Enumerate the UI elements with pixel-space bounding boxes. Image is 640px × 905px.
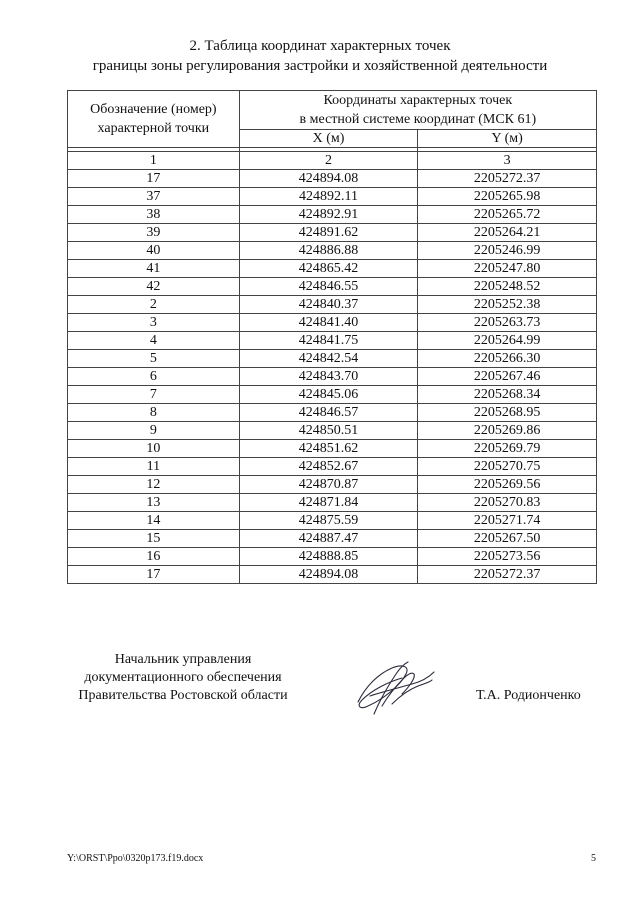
point-number-cell: 16 — [68, 548, 240, 566]
x-coordinate-cell: 424887.47 — [239, 530, 418, 548]
table-row — [68, 314, 597, 332]
table-row — [68, 350, 597, 368]
footer-file-path: Y:\ORST\Ppo\0320p173.f19.docx — [67, 853, 204, 864]
x-coordinate-cell: 424891.62 — [239, 224, 418, 242]
table-row — [68, 224, 597, 242]
x-coordinate-cell: 424886.88 — [239, 242, 418, 260]
y-coordinate-cell: 2205269.86 — [418, 422, 597, 440]
page-number: 5 — [591, 853, 596, 864]
x-coordinate-cell: 424846.55 — [239, 278, 418, 296]
point-number-cell: 9 — [68, 422, 240, 440]
document-title — [0, 36, 640, 76]
y-coordinate-cell: 2205267.50 — [418, 530, 597, 548]
column-numbering-row — [68, 152, 597, 170]
point-number-cell: 15 — [68, 530, 240, 548]
point-number-cell: 7 — [68, 386, 240, 404]
point-number-cell: 40 — [68, 242, 240, 260]
position-line-1: Начальник управления — [114, 652, 252, 667]
table-row — [68, 206, 597, 224]
header-point-line-2: характерной точки — [97, 121, 210, 136]
point-number-cell: 38 — [68, 206, 240, 224]
y-coordinate-cell: 2205271.74 — [418, 512, 597, 530]
point-number-cell: 8 — [68, 404, 240, 422]
table-row — [68, 548, 597, 566]
table-row — [68, 260, 597, 278]
y-coordinate-cell: 2205247.80 — [418, 260, 597, 278]
column-number: 1 — [68, 152, 240, 170]
table-row — [68, 170, 597, 188]
x-coordinate-cell: 424894.08 — [239, 170, 418, 188]
y-coordinate-cell: 2205272.37 — [418, 170, 597, 188]
table-row — [68, 188, 597, 206]
x-coordinate-cell: 424845.06 — [239, 386, 418, 404]
table-row — [68, 440, 597, 458]
point-number-cell: 41 — [68, 260, 240, 278]
position-line-3: Правительства Ростовской области — [78, 688, 288, 703]
x-coordinate-cell: 424870.87 — [239, 476, 418, 494]
table-row — [68, 404, 597, 422]
point-number-cell: 12 — [68, 476, 240, 494]
table-row — [68, 332, 597, 350]
y-coordinate-cell: 2205268.34 — [418, 386, 597, 404]
table-row — [68, 566, 597, 584]
point-number-cell: 17 — [68, 170, 240, 188]
point-number-cell: 14 — [68, 512, 240, 530]
table-row — [68, 278, 597, 296]
y-coordinate-cell: 2205270.83 — [418, 494, 597, 512]
table-row — [68, 530, 597, 548]
y-coordinate-cell: 2205248.52 — [418, 278, 597, 296]
point-number-cell: 5 — [68, 350, 240, 368]
title-line-1: 2. Таблица координат характерных точек — [189, 38, 451, 54]
y-coordinate-cell: 2205252.38 — [418, 296, 597, 314]
x-coordinate-cell: 424892.11 — [239, 188, 418, 206]
x-coordinate-cell: 424865.42 — [239, 260, 418, 278]
header-x: X (м) — [239, 130, 418, 148]
x-coordinate-cell: 424892.91 — [239, 206, 418, 224]
y-coordinate-cell: 2205273.56 — [418, 548, 597, 566]
signer-name: Т.А. Родионченко — [476, 688, 581, 703]
point-number-cell: 3 — [68, 314, 240, 332]
title-line-2: границы зоны регулирования застройки и хозяйственной деятельности — [92, 58, 548, 74]
point-number-cell: 6 — [68, 368, 240, 386]
y-coordinate-cell: 2205267.46 — [418, 368, 597, 386]
x-coordinate-cell: 424894.08 — [239, 566, 418, 584]
y-coordinate-cell: 2205269.56 — [418, 476, 597, 494]
header-coordinates — [239, 91, 596, 130]
table-header-row — [68, 91, 597, 130]
table-row — [68, 386, 597, 404]
header-coords-line-2: в местной системе координат (МСК 61) — [299, 112, 537, 127]
point-number-cell: 17 — [68, 566, 240, 584]
point-number-cell: 37 — [68, 188, 240, 206]
y-coordinate-cell: 2205272.37 — [418, 566, 597, 584]
coordinates-table — [67, 90, 597, 584]
table-row — [68, 296, 597, 314]
x-coordinate-cell: 424852.67 — [239, 458, 418, 476]
point-number-cell: 2 — [68, 296, 240, 314]
position-line-2: документационного обеспечения — [84, 670, 282, 685]
x-coordinate-cell: 424850.51 — [239, 422, 418, 440]
signatory-position — [68, 651, 298, 705]
y-coordinate-cell: 2205264.99 — [418, 332, 597, 350]
y-coordinate-cell: 2205268.95 — [418, 404, 597, 422]
header-point-designation — [68, 91, 240, 148]
table-row — [68, 476, 597, 494]
y-coordinate-cell: 2205264.21 — [418, 224, 597, 242]
point-number-cell: 11 — [68, 458, 240, 476]
x-coordinate-cell: 424871.84 — [239, 494, 418, 512]
x-coordinate-cell: 424843.70 — [239, 368, 418, 386]
x-coordinate-cell: 424840.37 — [239, 296, 418, 314]
column-number: 2 — [239, 152, 418, 170]
x-coordinate-cell: 424888.85 — [239, 548, 418, 566]
table-row — [68, 512, 597, 530]
point-number-cell: 4 — [68, 332, 240, 350]
x-coordinate-cell: 424842.54 — [239, 350, 418, 368]
y-coordinate-cell: 2205263.73 — [418, 314, 597, 332]
header-coords-line-1: Координаты характерных точек — [323, 93, 513, 108]
point-number-cell: 13 — [68, 494, 240, 512]
table-row — [68, 422, 597, 440]
header-y: Y (м) — [418, 130, 597, 148]
y-coordinate-cell: 2205265.98 — [418, 188, 597, 206]
y-coordinate-cell: 2205265.72 — [418, 206, 597, 224]
point-number-cell: 42 — [68, 278, 240, 296]
x-coordinate-cell: 424841.75 — [239, 332, 418, 350]
y-coordinate-cell: 2205269.79 — [418, 440, 597, 458]
x-coordinate-cell: 424851.62 — [239, 440, 418, 458]
handwritten-signature — [352, 656, 436, 720]
column-number: 3 — [418, 152, 597, 170]
x-coordinate-cell: 424846.57 — [239, 404, 418, 422]
x-coordinate-cell: 424875.59 — [239, 512, 418, 530]
x-coordinate-cell: 424841.40 — [239, 314, 418, 332]
y-coordinate-cell: 2205246.99 — [418, 242, 597, 260]
table-row — [68, 242, 597, 260]
table-body — [68, 170, 597, 584]
table-row — [68, 368, 597, 386]
y-coordinate-cell: 2205266.30 — [418, 350, 597, 368]
point-number-cell: 39 — [68, 224, 240, 242]
header-point-line-1: Обозначение (номер) — [90, 102, 217, 117]
y-coordinate-cell: 2205270.75 — [418, 458, 597, 476]
table-row — [68, 494, 597, 512]
table-row — [68, 458, 597, 476]
point-number-cell: 10 — [68, 440, 240, 458]
